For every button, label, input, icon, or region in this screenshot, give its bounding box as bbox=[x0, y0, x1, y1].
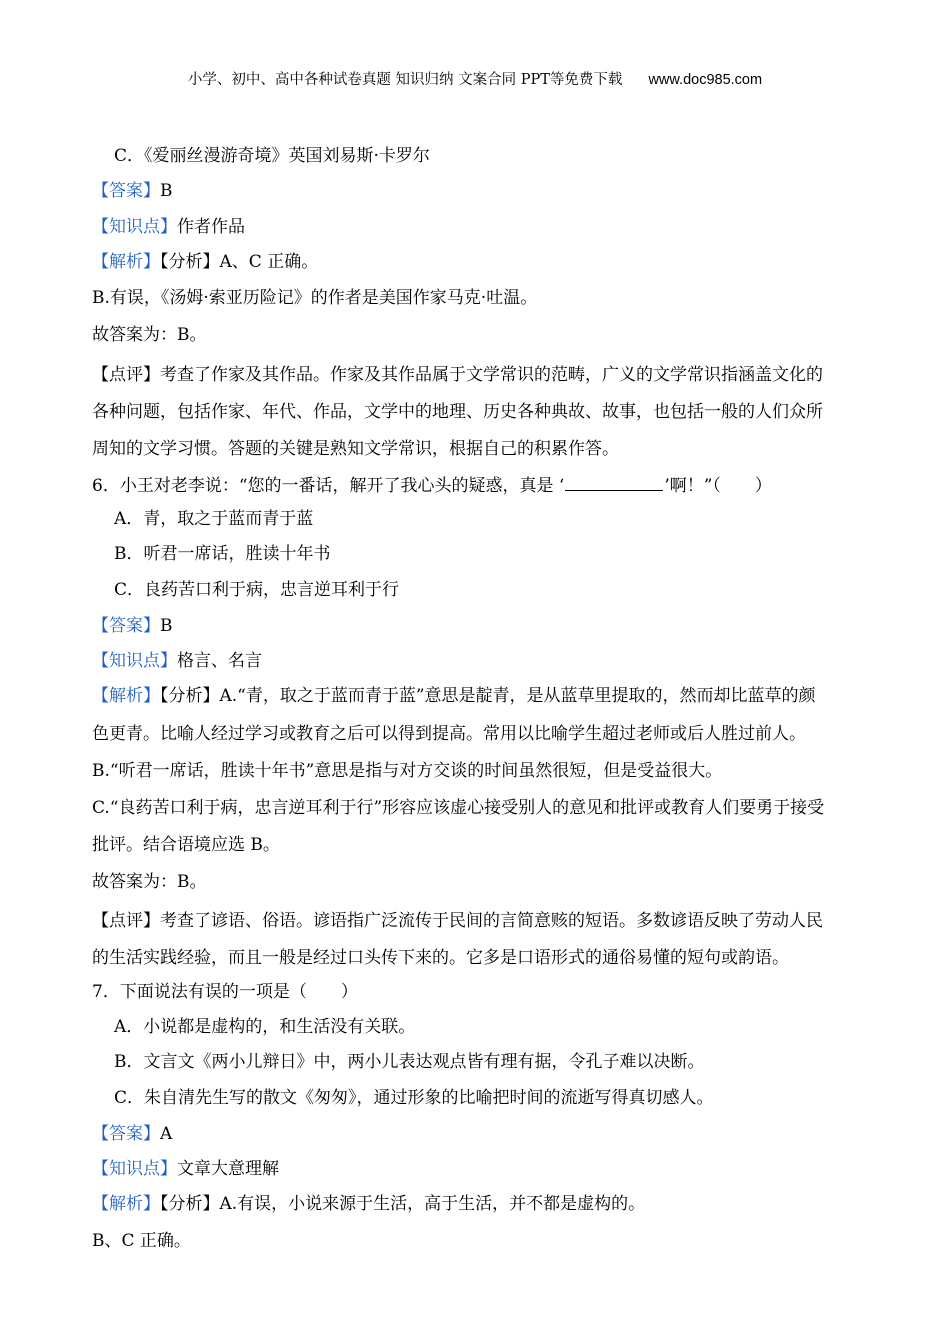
q6-review-2: 的生活实践经验，而且一般是经过口头传下来的。它多是口语形式的通俗易懂的短句或韵语。 bbox=[92, 948, 789, 968]
analysis-tag: 【解析】 bbox=[92, 686, 160, 706]
q6-analysis-4: C.“良药苦口利于病，忠言逆耳利于行”形容应该虚心接受别人的意见和批评或教育人们要勇于接受 bbox=[92, 798, 825, 818]
q7-answer-line bbox=[92, 1126, 858, 1143]
answer-tag: 【答案】 bbox=[92, 616, 160, 636]
q6-option-b: B．听君一席话，胜读十年书 bbox=[114, 544, 331, 564]
q7-analysis-1: 【分析】A.有误，小说来源于生活，高于生活，并不都是虚构的。 bbox=[160, 1194, 646, 1214]
q6-stem-a: 6．小王对老李说：“您的一番话，解开了我心头的疑惑，真是 ‘ bbox=[92, 476, 565, 496]
q6-analysis-3: B.“听君一席话，胜读十年书”意思是指与对方交谈的时间虽然很短，但是受益很大。 bbox=[92, 761, 723, 781]
q6-answer-line bbox=[92, 618, 858, 635]
q6-review-line bbox=[92, 913, 858, 930]
q7-answer: A bbox=[160, 1124, 173, 1144]
q5-review-line bbox=[92, 367, 858, 384]
q6-analysis-2: 色更青。比喻人经过学习或教育之后可以得到提高。常用以比喻学生超过老师或后人胜过前人。 bbox=[92, 724, 806, 744]
answer-tag: 【答案】 bbox=[92, 181, 160, 201]
q5-analysis-2: B.有误，《汤姆·索亚历险记》的作者是美国作家马克·吐温。 bbox=[92, 288, 538, 308]
q5-analysis-line bbox=[92, 254, 858, 271]
answer-tag: 【答案】 bbox=[92, 1124, 160, 1144]
q7-analysis-line bbox=[92, 1196, 858, 1213]
q6-stem bbox=[92, 475, 858, 495]
q6-knowledge-line bbox=[92, 653, 858, 670]
q6-analysis-1: 【分析】A.“青，取之于蓝而青于蓝”意思是靛青，是从蓝草里提取的，然而却比蓝草的颜 bbox=[160, 686, 816, 706]
knowledge-tag: 【知识点】 bbox=[92, 217, 177, 237]
q7-option-b: B．文言文《两小儿辩日》中，两小儿表达观点皆有理有据，令孔子难以决断。 bbox=[114, 1052, 705, 1072]
q5-review-1: 考查了作家及其作品。作家及其作品属于文学常识的范畴，广义的文学常识指涵盖文化的 bbox=[160, 365, 823, 385]
q7-option-a: A．小说都是虚构的，和生活没有关联。 bbox=[114, 1017, 416, 1037]
review-tag: 【点评】 bbox=[92, 911, 160, 931]
q7-analysis-2: B、C 正确。 bbox=[92, 1231, 191, 1251]
analysis-tag: 【解析】 bbox=[92, 252, 160, 272]
q5-option-c: C．《爱丽丝漫游奇境》英国刘易斯·卡罗尔 bbox=[114, 146, 430, 166]
header-text: 小学、初中、高中各种试卷真题 知识归纳 文案合同 PPT等免费下载 bbox=[187, 72, 623, 88]
q6-review-1: 考查了谚语、俗语。谚语指广泛流传于民间的言简意赅的短语。多数谚语反映了劳动人民 bbox=[160, 911, 823, 931]
q6-analysis-line bbox=[92, 688, 858, 705]
analysis-tag: 【解析】 bbox=[92, 1194, 160, 1214]
q5-analysis-1: 【分析】A、C 正确。 bbox=[160, 252, 319, 272]
q6-knowledge: 格言、名言 bbox=[177, 651, 262, 671]
q5-review-3: 周知的文学习惯。答题的关键是熟知文学常识，根据自己的积累作答。 bbox=[92, 439, 619, 459]
q5-knowledge: 作者作品 bbox=[177, 217, 245, 237]
q7-knowledge: 文章大意理解 bbox=[177, 1159, 279, 1179]
knowledge-tag: 【知识点】 bbox=[92, 651, 177, 671]
q5-answer-line bbox=[92, 183, 858, 200]
q6-answer: B bbox=[160, 616, 173, 636]
q5-answer: B bbox=[160, 181, 173, 201]
page-header bbox=[0, 68, 950, 89]
q6-option-c: C．良药苦口利于病，忠言逆耳利于行 bbox=[114, 580, 400, 600]
header-site-link[interactable]: www.doc985.com bbox=[648, 72, 763, 88]
q5-review-2: 各种问题，包括作家、年代、作品，文学中的地理、历史各种典故、故事，也包括一般的人们众所 bbox=[92, 402, 823, 422]
q5-conclusion: 故答案为：B。 bbox=[92, 325, 207, 345]
q7-knowledge-line bbox=[92, 1161, 858, 1178]
q7-option-c: C．朱自清先生写的散文《匆匆》，通过形象的比喻把时间的流逝写得真切感人。 bbox=[114, 1088, 714, 1108]
knowledge-tag: 【知识点】 bbox=[92, 1159, 177, 1179]
q6-answer-blank bbox=[565, 475, 663, 491]
q6-stem-b: ’啊！”（ ） bbox=[664, 476, 772, 496]
q5-knowledge-line bbox=[92, 219, 858, 236]
q6-option-a: A．青，取之于蓝而青于蓝 bbox=[114, 509, 314, 529]
q6-analysis-5: 批评。结合语境应选 B。 bbox=[92, 835, 280, 855]
q7-stem: 7．下面说法有误的一项是（ ） bbox=[92, 982, 358, 1002]
q6-conclusion: 故答案为：B。 bbox=[92, 872, 207, 892]
review-tag: 【点评】 bbox=[92, 365, 160, 385]
